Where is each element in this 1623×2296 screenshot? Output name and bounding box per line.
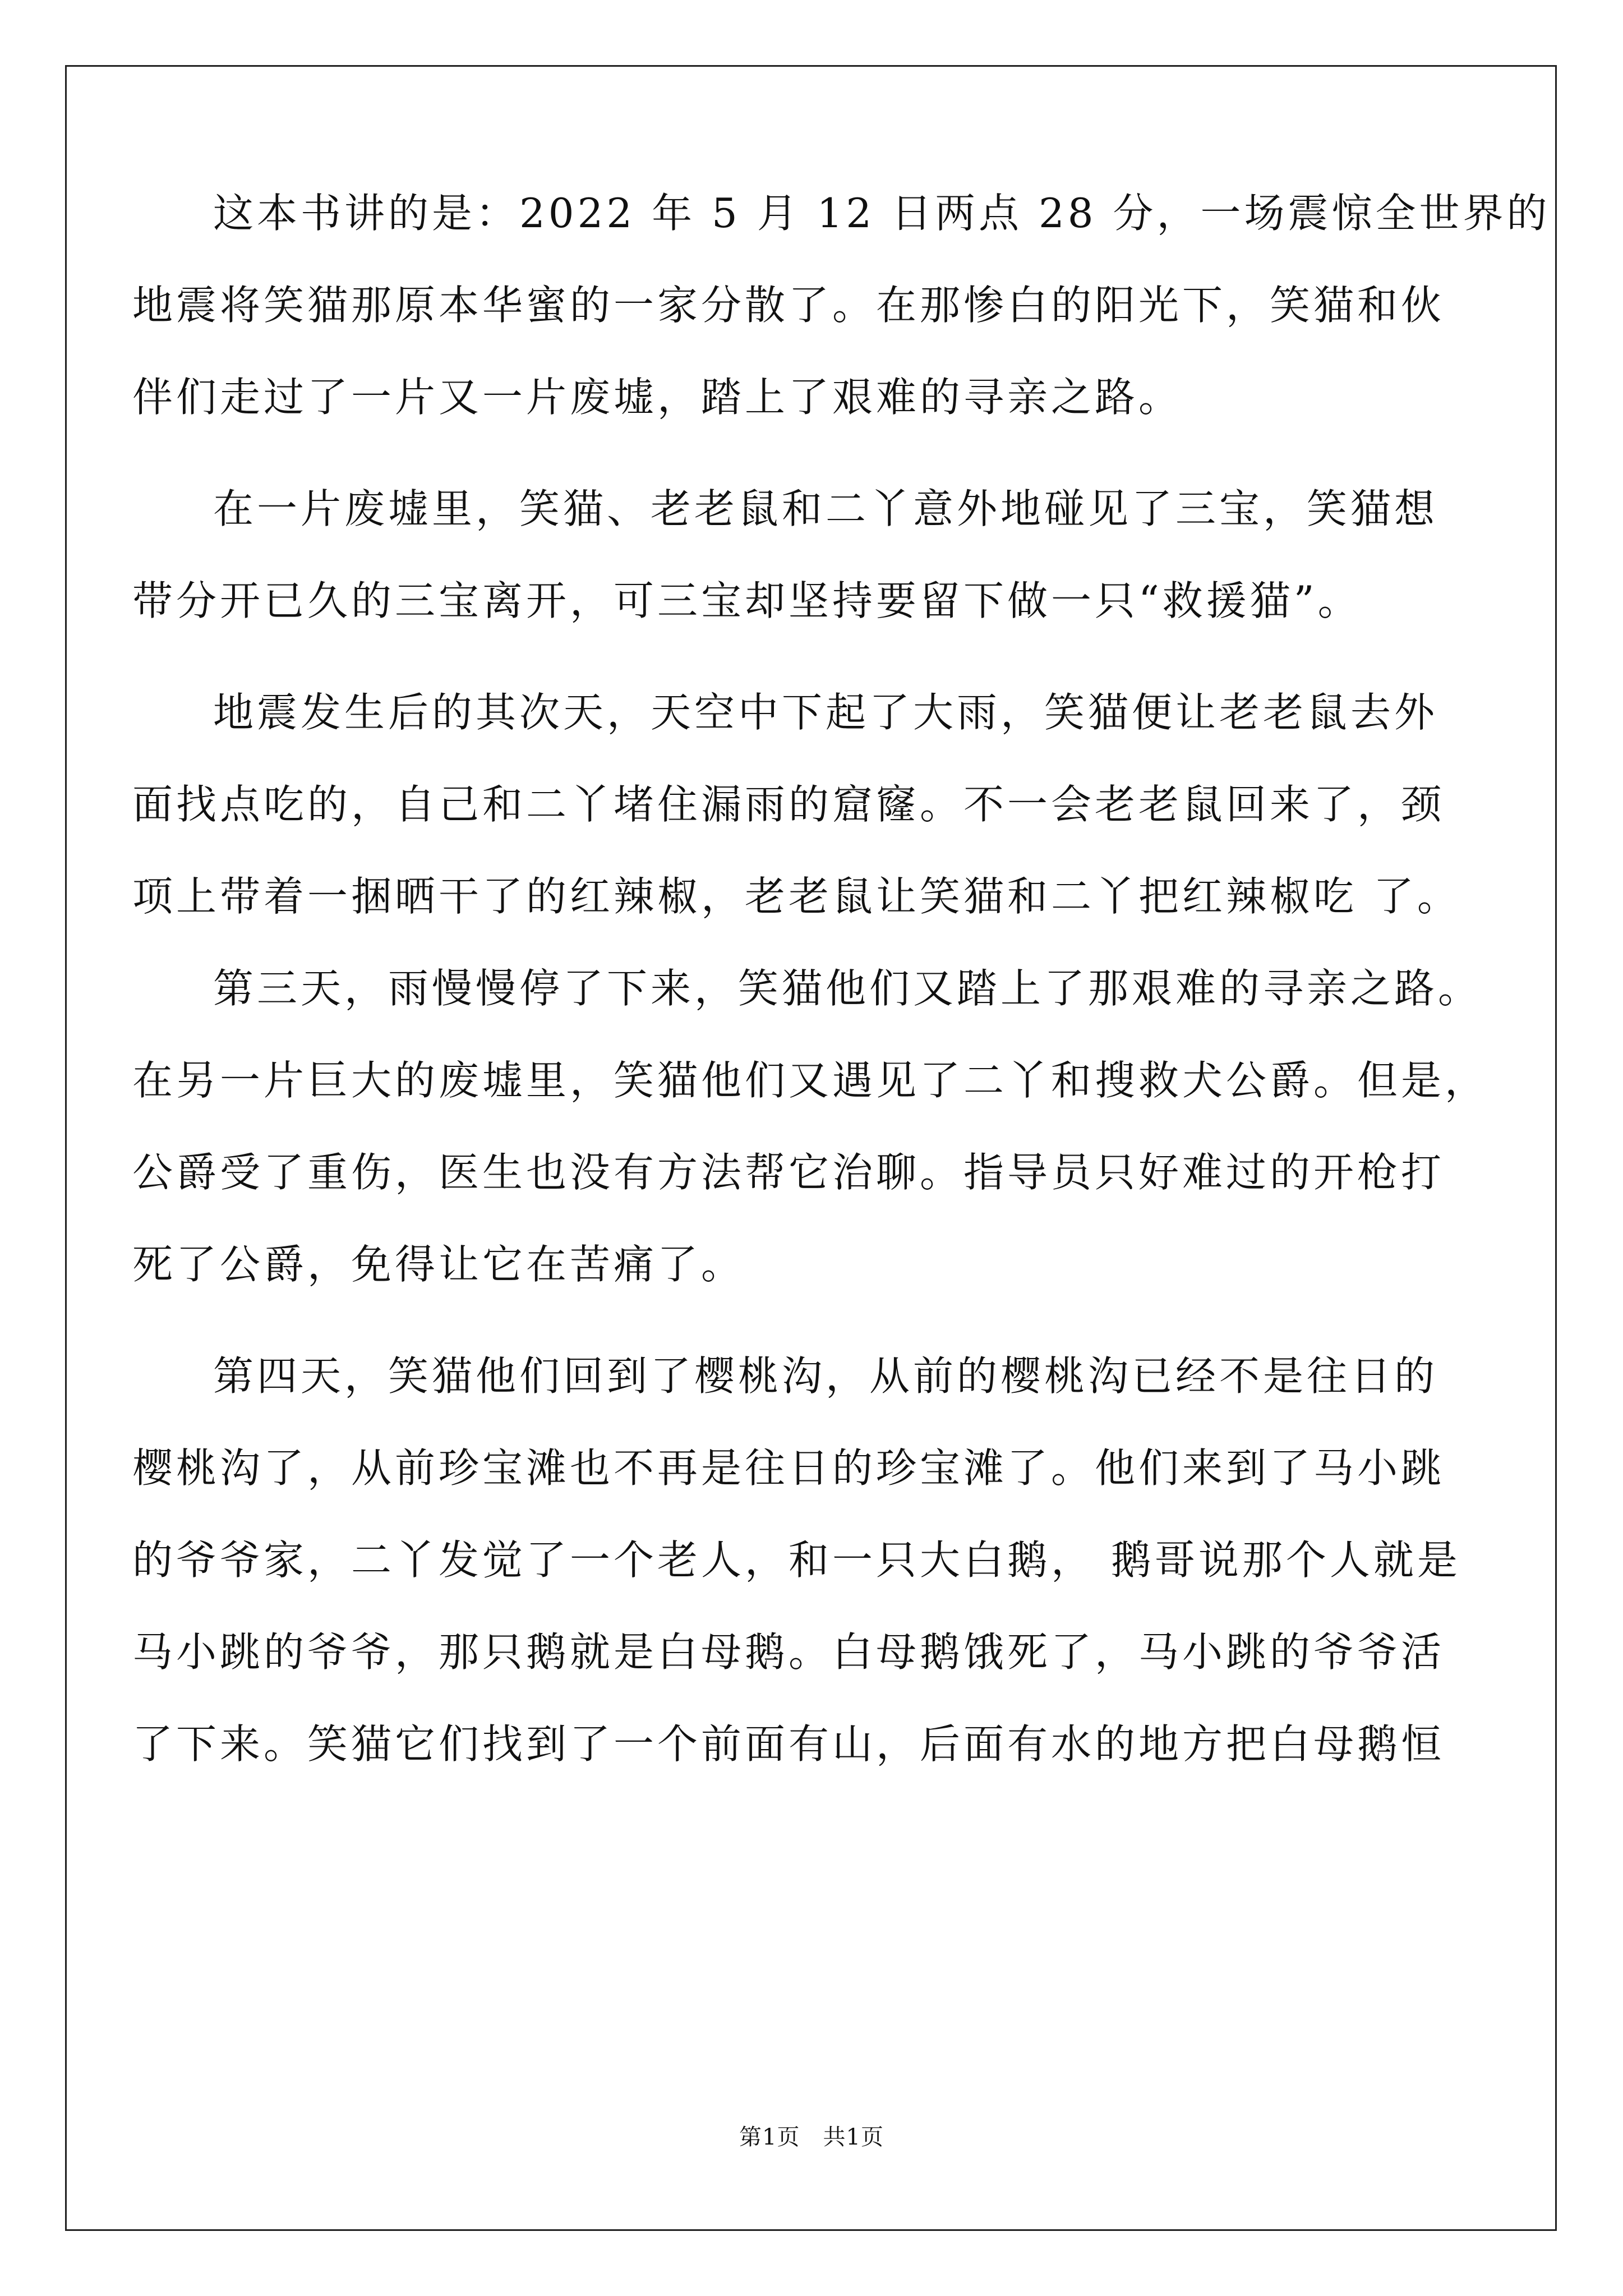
text-line: 死了公爵，免得让它在苦痛了。	[132, 1241, 745, 1288]
text-line: 地震发生后的其次天，天空中下起了大雨，笑猫便让老老鼠去外	[213, 689, 1438, 736]
text-line: 第四天，笑猫他们回到了樱桃沟，从前的樱桃沟已经不是往日的	[213, 1352, 1438, 1400]
text-line: 的爷爷家，二丫发觉了一个老人，和一只大白鹅， 鹅哥说那个人就是	[132, 1536, 1461, 1584]
text-line: 马小跳的爷爷，那只鹅就是白母鹅。白母鹅饿死了，马小跳的爷爷活	[132, 1628, 1445, 1676]
text-line: 这本书讲的是：2022 年 5 月 12 日两点 28 分，一场震惊全世界的	[213, 190, 1551, 237]
text-line: 面找点吃的，自己和二丫堵住漏雨的窟窿。不一会老老鼠回来了，颈	[132, 781, 1445, 828]
text-line: 带分开已久的三宝离开，可三宝却坚持要留下做一只“救援猫”。	[132, 577, 1362, 624]
text-line: 地震将笑猫那原本华蜜的一家分散了。在那惨白的阳光下，笑猫和伙	[132, 282, 1445, 329]
text-line: 樱桃沟了，从前珍宝滩也不再是往日的珍宝滩了。他们来到了马小跳	[132, 1444, 1445, 1492]
text-line: 公爵受了重伤，医生也没有方法帮它治聊。指导员只好难过的开枪打	[132, 1149, 1445, 1196]
text-line: 项上带着一捆晒干了的红辣椒，老老鼠让笑猫和二丫把红辣椒吃 了。	[132, 873, 1461, 920]
text-line: 在一片废墟里，笑猫、老老鼠和二丫意外地碰见了三宝，笑猫想	[213, 485, 1438, 532]
text-line: 在另一片巨大的废墟里，笑猫他们又遇见了二丫和搜救犬公爵。但是，	[132, 1057, 1489, 1104]
page-number: 第1页 共1页	[739, 2124, 884, 2150]
text-line: 伴们走过了一片又一片废墟，踏上了艰难的寻亲之路。	[132, 374, 1183, 421]
text-line: 第三天，雨慢慢停了下来，笑猫他们又踏上了那艰难的寻亲之路。	[213, 965, 1482, 1012]
text-line: 了下来。笑猫它们找到了一个前面有山，后面有水的地方把白母鹅恒	[132, 1720, 1445, 1768]
